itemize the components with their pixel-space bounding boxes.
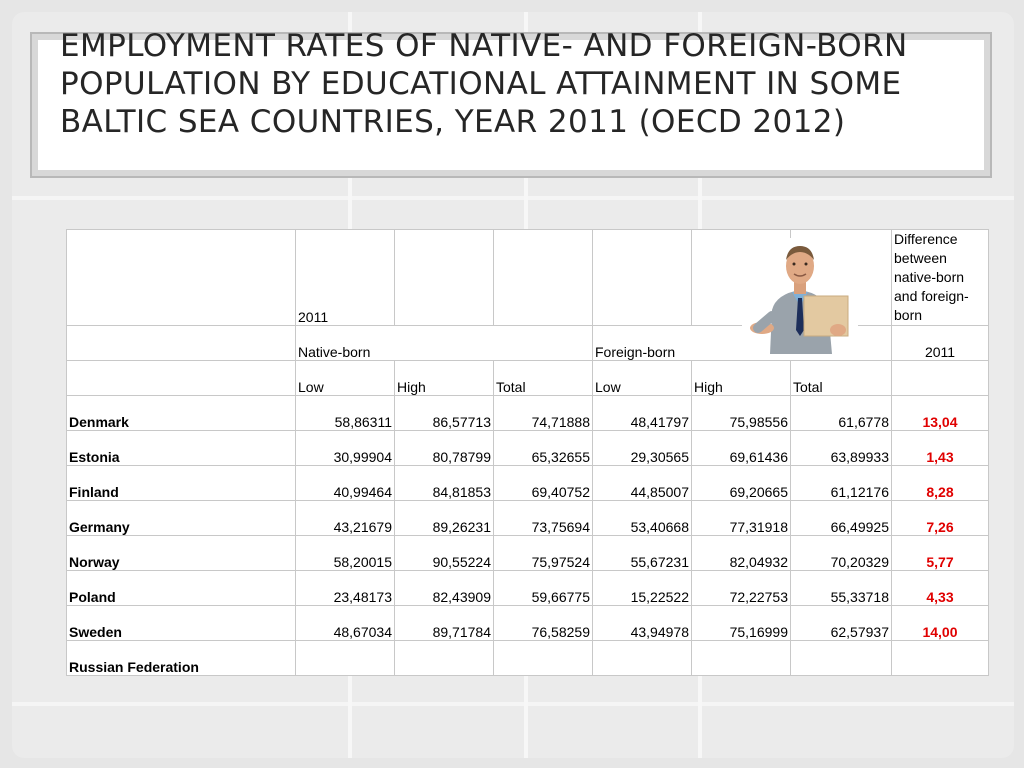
man-holding-paper-photo-icon: [742, 238, 858, 354]
table-row: [67, 396, 989, 431]
header-row-subheaders: [67, 361, 989, 396]
value-cell: 72,22753: [692, 571, 791, 606]
difference-cell: 4,33: [892, 571, 989, 606]
empty-cell: [395, 230, 494, 326]
value-cell: 76,58259: [494, 606, 593, 641]
country-cell: Norway: [67, 536, 296, 571]
value-cell: 75,97524: [494, 536, 593, 571]
country-cell: Denmark: [67, 396, 296, 431]
value-cell: 82,43909: [395, 571, 494, 606]
table-row: [67, 466, 989, 501]
table-row: [67, 641, 989, 676]
value-cell: 53,40668: [593, 501, 692, 536]
value-cell: 29,30565: [593, 431, 692, 466]
difference-cell: [892, 641, 989, 676]
empty-cell: [67, 230, 296, 326]
difference-year: 2011: [892, 326, 989, 361]
value-cell: 44,85007: [593, 466, 692, 501]
value-cell: 82,04932: [692, 536, 791, 571]
value-cell: 59,66775: [494, 571, 593, 606]
empty-cell: [67, 326, 296, 361]
value-cell: 55,67231: [593, 536, 692, 571]
subheader-foreign-low: Low: [593, 361, 692, 396]
value-cell: 75,98556: [692, 396, 791, 431]
table-row: [67, 501, 989, 536]
value-cell: [296, 641, 395, 676]
empty-cell: [494, 230, 593, 326]
country-cell: Germany: [67, 501, 296, 536]
subheader-native-total: Total: [494, 361, 593, 396]
value-cell: 84,81853: [395, 466, 494, 501]
value-cell: 89,71784: [395, 606, 494, 641]
difference-cell: 13,04: [892, 396, 989, 431]
value-cell: 80,78799: [395, 431, 494, 466]
empty-cell: [67, 361, 296, 396]
empty-cell: [892, 361, 989, 396]
table-row: [67, 536, 989, 571]
table-row: [67, 431, 989, 466]
country-cell: Finland: [67, 466, 296, 501]
value-cell: 86,57713: [395, 396, 494, 431]
value-cell: 43,21679: [296, 501, 395, 536]
difference-cell: 14,00: [892, 606, 989, 641]
value-cell: 43,94978: [593, 606, 692, 641]
value-cell: 61,6778: [791, 396, 892, 431]
subheader-native-low: Low: [296, 361, 395, 396]
table-row: [67, 571, 989, 606]
value-cell: 66,49925: [791, 501, 892, 536]
value-cell: 70,20329: [791, 536, 892, 571]
value-cell: 69,61436: [692, 431, 791, 466]
value-cell: 58,20015: [296, 536, 395, 571]
value-cell: 55,33718: [791, 571, 892, 606]
value-cell: 89,26231: [395, 501, 494, 536]
country-cell: Sweden: [67, 606, 296, 641]
value-cell: 90,55224: [395, 536, 494, 571]
value-cell: 74,71888: [494, 396, 593, 431]
value-cell: 63,89933: [791, 431, 892, 466]
value-cell: 75,16999: [692, 606, 791, 641]
country-cell: Estonia: [67, 431, 296, 466]
value-cell: [494, 641, 593, 676]
value-cell: 58,86311: [296, 396, 395, 431]
table-row: [67, 606, 989, 641]
difference-cell: 7,26: [892, 501, 989, 536]
value-cell: 30,99904: [296, 431, 395, 466]
subheader-foreign-total: Total: [791, 361, 892, 396]
country-cell: Russian Federation: [67, 641, 296, 676]
value-cell: [593, 641, 692, 676]
value-cell: [791, 641, 892, 676]
slide-title: EMPLOYMENT RATES OF NATIVE- AND FOREIGN-BORN POPULATION BY EDUCATIONAL ATTAINMENT IN SOME BALTIC SEA COUNTRIES, YEAR 2011 (OECD 2012): [60, 28, 908, 140]
group-native-born: Native-born: [296, 326, 593, 361]
value-cell: 23,48173: [296, 571, 395, 606]
value-cell: 77,31918: [692, 501, 791, 536]
value-cell: 40,99464: [296, 466, 395, 501]
group-foreign-born: Foreign-born: [593, 326, 892, 361]
difference-cell: 5,77: [892, 536, 989, 571]
value-cell: 73,75694: [494, 501, 593, 536]
difference-cell: 1,43: [892, 431, 989, 466]
value-cell: 69,40752: [494, 466, 593, 501]
value-cell: [692, 641, 791, 676]
value-cell: 62,57937: [791, 606, 892, 641]
value-cell: 61,12176: [791, 466, 892, 501]
subheader-native-high: High: [395, 361, 494, 396]
value-cell: [395, 641, 494, 676]
value-cell: 15,22522: [593, 571, 692, 606]
empty-cell: [593, 230, 692, 326]
difference-header: Difference between native-born and foreign-born: [892, 230, 989, 326]
value-cell: 48,41797: [593, 396, 692, 431]
value-cell: 69,20665: [692, 466, 791, 501]
subheader-foreign-high: High: [692, 361, 791, 396]
value-cell: 65,32655: [494, 431, 593, 466]
value-cell: 48,67034: [296, 606, 395, 641]
country-cell: Poland: [67, 571, 296, 606]
difference-cell: 8,28: [892, 466, 989, 501]
year-label: 2011: [296, 230, 395, 326]
